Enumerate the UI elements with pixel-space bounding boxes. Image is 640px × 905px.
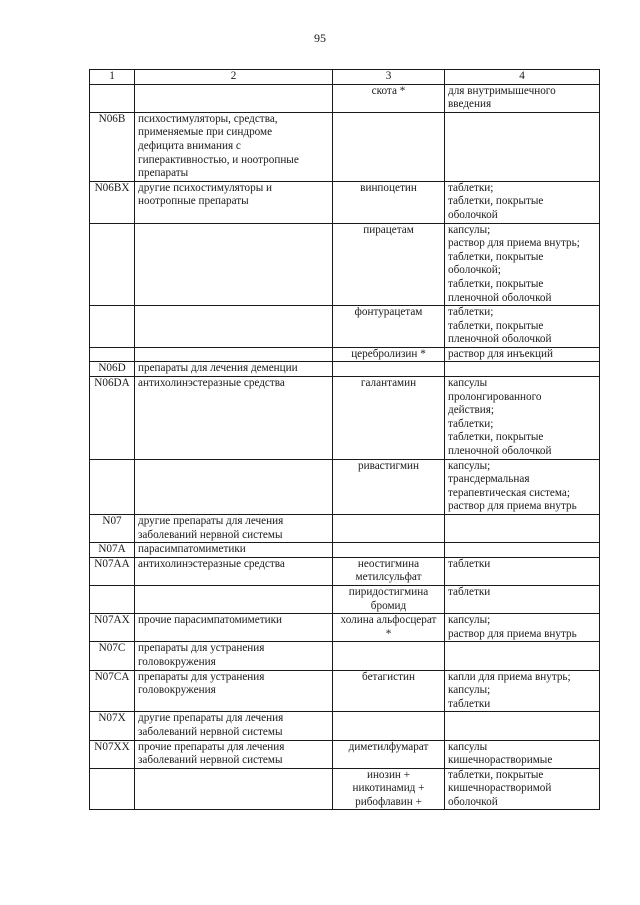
atc-code-cell: N07 xyxy=(90,515,135,543)
atc-code-cell: N06D xyxy=(90,362,135,377)
drug-name-cell: скота * xyxy=(333,84,445,112)
atc-code-cell xyxy=(90,585,135,613)
dosage-form-cell: капли для приема внутрь; капсулы; таблетки xyxy=(445,670,600,712)
header-cell: 3 xyxy=(333,70,445,85)
atc-code-cell xyxy=(90,347,135,362)
atc-code-cell xyxy=(90,459,135,514)
table-row xyxy=(90,740,600,768)
drug-name-cell xyxy=(333,642,445,670)
table-row xyxy=(90,670,600,712)
group-name-cell: препараты для устранения головокружения xyxy=(135,642,333,670)
table-row xyxy=(90,306,600,348)
dosage-form-cell xyxy=(445,112,600,181)
dosage-form-cell xyxy=(445,515,600,543)
dosage-form-cell: капсулы; раствор для приема внутрь; таблетки, покрытые оболочкой; таблетки, покрытые пленочной оболочкой xyxy=(445,223,600,306)
dosage-form-cell: для внутримышечного введения xyxy=(445,84,600,112)
dosage-form-cell xyxy=(445,543,600,558)
group-name-cell: психостимуляторы, средства, применяемые при синдроме дефицита внимания с гиперактивностью, и ноотропные препараты xyxy=(135,112,333,181)
table-row xyxy=(90,585,600,613)
table-row xyxy=(90,181,600,223)
dosage-form-cell: таблетки xyxy=(445,557,600,585)
group-name-cell: парасимпатомиметики xyxy=(135,543,333,558)
drug-name-cell xyxy=(333,362,445,377)
atc-code-cell xyxy=(90,84,135,112)
table-row xyxy=(90,712,600,740)
group-name-cell: другие препараты для лечения заболеваний нервной системы xyxy=(135,712,333,740)
group-name-cell xyxy=(135,459,333,514)
dosage-form-cell: таблетки; таблетки, покрытые пленочной оболочкой xyxy=(445,306,600,348)
group-name-cell: антихолинэстеразные средства xyxy=(135,377,333,460)
drug-name-cell: неостигмина метилсульфат xyxy=(333,557,445,585)
table-row xyxy=(90,223,600,306)
header-cell: 2 xyxy=(135,70,333,85)
dosage-form-cell: капсулы кишечнорастворимые xyxy=(445,740,600,768)
atc-code-cell: N07A xyxy=(90,543,135,558)
dosage-form-cell xyxy=(445,712,600,740)
table-row xyxy=(90,642,600,670)
table-row xyxy=(90,768,600,810)
table-row xyxy=(90,112,600,181)
atc-code-cell: N07C xyxy=(90,642,135,670)
group-name-cell xyxy=(135,768,333,810)
group-name-cell: препараты для устранения головокружения xyxy=(135,670,333,712)
dosage-form-cell: раствор для инъекций xyxy=(445,347,600,362)
group-name-cell: другие психостимуляторы и ноотропные препараты xyxy=(135,181,333,223)
group-name-cell: препараты для лечения деменции xyxy=(135,362,333,377)
group-name-cell xyxy=(135,84,333,112)
table-row xyxy=(90,362,600,377)
drug-name-cell xyxy=(333,112,445,181)
group-name-cell: прочие парасимпатомиметики xyxy=(135,614,333,642)
drug-name-cell: диметилфумарат xyxy=(333,740,445,768)
atc-code-cell: N06DA xyxy=(90,377,135,460)
drug-name-cell: церебролизин * xyxy=(333,347,445,362)
atc-code-cell: N07X xyxy=(90,712,135,740)
group-name-cell xyxy=(135,585,333,613)
group-name-cell: другие препараты для лечения заболеваний нервной системы xyxy=(135,515,333,543)
drug-name-cell: пиридостигмина бромид xyxy=(333,585,445,613)
atc-code-cell: N06BX xyxy=(90,181,135,223)
drug-name-cell: ривастигмин xyxy=(333,459,445,514)
table-row xyxy=(90,515,600,543)
table-row xyxy=(90,543,600,558)
group-name-cell xyxy=(135,223,333,306)
dosage-form-cell: капсулы; трансдермальная терапевтическая система; раствор для приема внутрь xyxy=(445,459,600,514)
group-name-cell xyxy=(135,347,333,362)
dosage-form-cell xyxy=(445,362,600,377)
dosage-form-cell: капсулы пролонгированного действия; таблетки; таблетки, покрытые пленочной оболочкой xyxy=(445,377,600,460)
table-row xyxy=(90,459,600,514)
drug-name-cell: пирацетам xyxy=(333,223,445,306)
table-row xyxy=(90,377,600,460)
header-cell: 4 xyxy=(445,70,600,85)
table-row xyxy=(90,347,600,362)
page-number: 95 xyxy=(314,31,326,45)
table-row xyxy=(90,84,600,112)
dosage-form-cell: капсулы; раствор для приема внутрь xyxy=(445,614,600,642)
atc-code-cell xyxy=(90,768,135,810)
drug-name-cell xyxy=(333,712,445,740)
header-cell: 1 xyxy=(90,70,135,85)
dosage-form-cell: таблетки xyxy=(445,585,600,613)
drug-name-cell xyxy=(333,543,445,558)
drug-name-cell: винпоцетин xyxy=(333,181,445,223)
group-name-cell: прочие препараты для лечения заболеваний нервной системы xyxy=(135,740,333,768)
drug-table xyxy=(89,69,600,810)
header-row xyxy=(90,70,600,85)
dosage-form-cell: таблетки, покрытые кишечнорастворимой оболочкой xyxy=(445,768,600,810)
drug-name-cell: холина альфосцерат * xyxy=(333,614,445,642)
drug-name-cell xyxy=(333,515,445,543)
drug-name-cell: галантамин xyxy=(333,377,445,460)
dosage-form-cell xyxy=(445,642,600,670)
atc-code-cell: N07XX xyxy=(90,740,135,768)
drug-name-cell: инозин + никотинамид + рибофлавин + xyxy=(333,768,445,810)
group-name-cell: антихолинэстеразные средства xyxy=(135,557,333,585)
atc-code-cell xyxy=(90,223,135,306)
table-row xyxy=(90,557,600,585)
atc-code-cell: N07AX xyxy=(90,614,135,642)
table-row xyxy=(90,614,600,642)
drug-name-cell: бетагистин xyxy=(333,670,445,712)
dosage-form-cell: таблетки; таблетки, покрытые оболочкой xyxy=(445,181,600,223)
drug-name-cell: фонтурацетам xyxy=(333,306,445,348)
atc-code-cell: N06B xyxy=(90,112,135,181)
atc-code-cell: N07AA xyxy=(90,557,135,585)
atc-code-cell: N07CA xyxy=(90,670,135,712)
atc-code-cell xyxy=(90,306,135,348)
group-name-cell xyxy=(135,306,333,348)
